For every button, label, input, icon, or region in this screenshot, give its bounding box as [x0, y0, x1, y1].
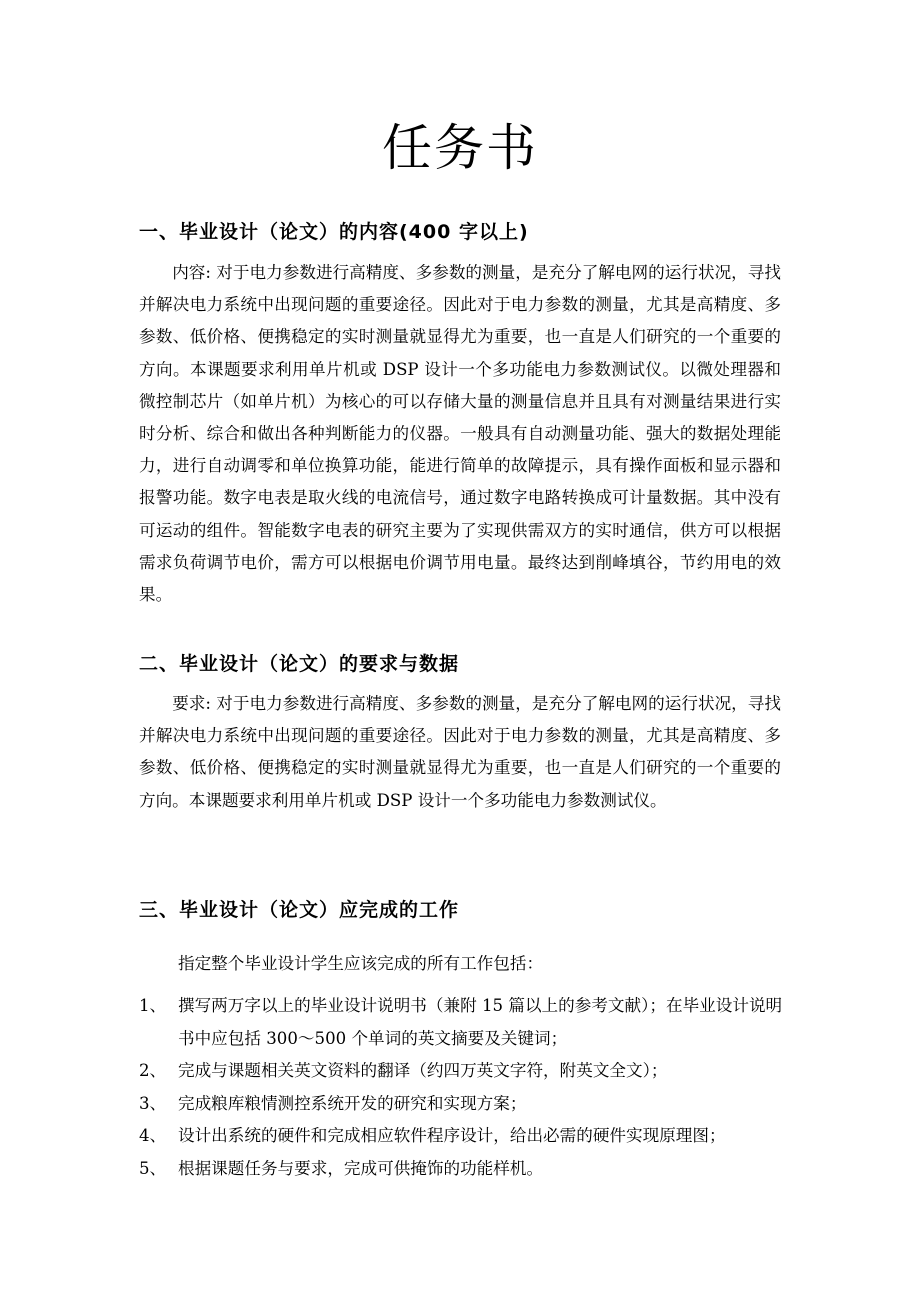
- task-item-number: 2、: [139, 1061, 167, 1080]
- task-item-number: 5、: [139, 1158, 167, 1178]
- task-item-number: 3、: [139, 1093, 167, 1113]
- task-item-text: 完成与课题相关英文资料的翻译（约四万英文字符，附英文全文）；: [178, 1061, 668, 1080]
- task-item-text: 根据课题任务与要求，完成可供掩饰的功能样机。: [178, 1158, 544, 1178]
- task-item-text: 撰写两万字以上的毕业设计说明书（兼附 15 篇以上的参考文献）；在毕业设计说明书中应包括 300～500 个单词的英文摘要及关键词；: [178, 996, 783, 1048]
- task-item-text: 完成粮库粮情测控系统开发的研究和实现方案；: [178, 1093, 527, 1113]
- task-item-1: [139, 990, 789, 1055]
- task-item-5: [139, 1153, 789, 1186]
- section-2-body: 要求: 对于电力参数进行高精度、多参数的测量，是充分了解电网的运行状况，寻找并解决电力系统中出现问题的重要途径。因此对于电力参数的测量，尤其是高精度、多参数、低价格、便携稳定的实时测量就显得尤为重要，也一直是人们研究的一个重要的方向。本课题要求利用单片机或 DSP 设计一个多功能电力参数测试仪。: [139, 694, 781, 810]
- section-3-intro: 指定整个毕业设计学生应该完成的所有工作包括：: [178, 954, 544, 973]
- task-item-number: 1、: [139, 996, 167, 1015]
- section-3-heading: 三、毕业设计（论文）应完成的工作: [139, 899, 460, 921]
- section-1-body: 内容: 对于电力参数进行高精度、多参数的测量，是充分了解电网的运行状况，寻找并解决电力系统中出现问题的重要途径。因此对于电力参数的测量，尤其是高精度、多参数、低价格、便携稳定的实时测量就显得尤为重要，也一直是人们研究的一个重要的方向。本课题要求利用单片机或 DSP 设计一个多功能电力参数测试仪。以微处理器和微控制芯片（如单片机）为核心的可以存储大量的测量信息并且具有对测量结果进行实时分析、综合和做出各种判断能力的仪器。一般具有自动测量功能、强大的数据处理能力，进行自动调零和单位换算功能，能进行简单的故障提示，具有操作面板和显示器和报警功能。数字电表是取火线的电流信号，通过数字电路转换成可计量数据。其中没有可运动的组件。智能数字电表的研究主要为了实现供需双方的实时通信，供方可以根据需求负荷调节电价，需方可以根据电价调节用电量。最终达到削峰填谷，节约用电的效果。: [139, 263, 781, 605]
- task-list: [139, 990, 789, 1185]
- task-item-4: [139, 1120, 789, 1153]
- section-1-heading: 一、毕业设计（论文）的内容(400 字以上): [139, 221, 529, 243]
- task-item-2: [139, 1055, 789, 1088]
- task-item-number: 4、: [139, 1126, 167, 1145]
- task-item-3: [139, 1088, 789, 1121]
- section-2-heading: 二、毕业设计（论文）的要求与数据: [139, 653, 460, 675]
- task-item-text: 设计出系统的硬件和完成相应软件程序设计，给出必需的硬件实现原理图；: [178, 1126, 726, 1145]
- document-title: 任务书: [382, 119, 538, 177]
